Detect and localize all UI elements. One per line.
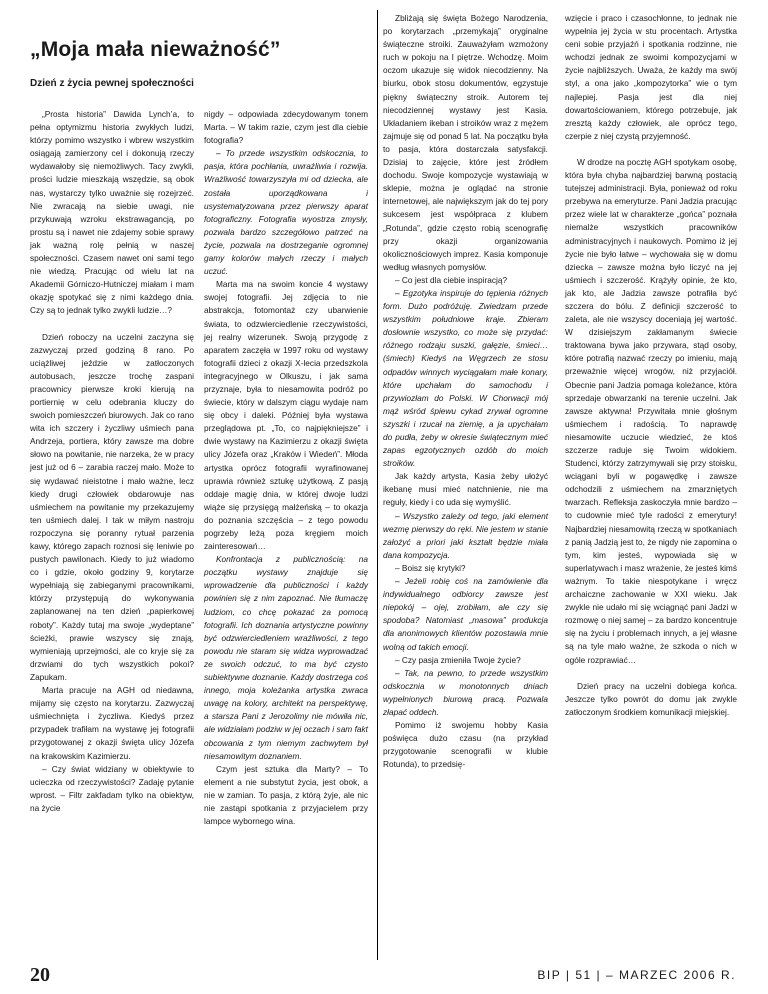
text-column-4	[565, 12, 737, 719]
paragraph: – Wszystko zależy od tego, jaki element wezmę pierwszy do ręki. Nie jestem w stanie założyć a priori jaki kształt będzie miała dana kompozycja.	[383, 510, 548, 560]
paragraph: Zbliżają się święta Bożego Narodzenia, po korytarzach „przemykają” oryginalne świąteczne stroiki. Zauważyłam wzmożony ruch w pokoju na I piętrze. Wchodzę. Moim oczom ukazuje się widok niecodzienny. Na biurku, obok stosu dokumentów, egzystuje piękny świąteczny stroik. Autorem tej niecodziennej wystawy jest Kasia. Układaniem ikeban i stroików wraz z mężem zajmuje się od ponad 5 lat. Na początku była to pasja, która dostarczała satysfakcji. Dzisiaj to zajęcie, które jest źródłem dochodu. Swoje kompozycje wystawiają w sklepie, można je oglądać na stronie internetowej, ale największym jak do tej pory sukcesem jest współpraca z klubem „Rotunda”, gdzie często robią scenografię przy okazji organizowania okolicznościowych imprez. Kasia komponuje według własnych pomysłów.	[383, 13, 548, 272]
paragraph: – Boisz się krytyki?	[395, 562, 466, 573]
text-column-2	[204, 108, 368, 828]
paragraph: – Czy świat widziany w obiektywie to ucieczka od rzeczywistości? Zadaję pytanie wprost. – Filtr zakfadam tylko na obiektyw, na życie	[30, 763, 194, 813]
paragraph: Marta ma na swoim koncie 4 wystawy swojej fotografii. Jej zdjęcia to nie abstrakcja, fotomontaż czy ubarwienie świata, to odzwierciedlenie rzeczywistości, jej realny wizerunek. Swoją przygodę z aparatem zaczęła w 1997 roku od wystawy fotografii dzieci z okazji X-lecia przedszkola integracyjnego w Olkuszu, i jak sama przyznaje, była to niesamowita podróż po świecie, który w dalszym ciągu wydaje nam się obcy i daleki. Później była wystawa przeglądowa pt. „To, co najpiękniejsze” i dwie wystawy na Kazimierzu z okazji święta ulicy Józefa oraz „Kraków i Wiedeń”. Młoda artystka oprócz fotografii wyrafinowanej uprawia również sztukę użytkową. Z pasją oddaje magię dnia, w której dwoje ludzi wiąże się przysięgą małżeńską – to okazja do poznania szczęścia – z tego powodu pogrzeby leżą poza kręgiem moich zainteresowań…	[204, 279, 368, 552]
column-divider	[377, 10, 378, 960]
paragraph: – Tak, na pewno, to przede wszystkim odskocznia w monotonnych dniach wypełnionych biurową pracą. Pozwala złapać oddech.	[383, 667, 548, 717]
paragraph: – Czy pasja zmieniła Twoje życie?	[395, 654, 521, 665]
text-column-3	[383, 12, 548, 771]
paragraph: Dzień roboczy na uczelni zaczyna się zazwyczaj przed godziną 8 rano. Po uciążliwej jeździe w zatłoczonych autobusach, jeszcze trochę zaspani pracownicy pierwsze kroki kierują na portiernię w celu odebrania kluczy do swoich pomieszczeń biurowych. Jak co rano wita ich szczery i życzliwy uśmiech pana Andrzeja, portiera, który zawsze ma dobre słowo na powitanie, nie narzeka, że w pracy jest już od 6 – zarabia raczej mało. Może to się wydawać nieistotne i mało ważne, lecz kiedy drugi człowiek obdarowuje nas uśmiechem na powitanie my przekazujemy ten uśmiech dalej. I tak w miłym nastroju rozpoczyna się poranny rytuał parzenia kawy, którego zapach roznosi się leniwie po pustych pawilonach. Kiedy to już wiadomo co i gdzie, około godziny 9, korytarze wypełniają się zabieganymi pracownikami, którzy przystępują do wykonywania zaplanowanej na ten dzień „papierkowej roboty”. Każdy tutaj ma swoje „wydeptane” ścieżki, prawie wszyscy się znają, wymieniają uprzejmości, ale co kryje się za drzwiami do tych wszystkich pokoi? Zapukam.	[30, 331, 194, 682]
paragraph: – To przede wszystkim odskocznia, to pasja, która pochłania, uwrażliwia i rozwija. Wrażliwość towarzyszyła mi od dziecka, ale została uporządkowana i usystematyzowana przez pierwszy aparat fotograficzny. Fotografia wyostrza zmysły, pozwala bardzo szczegółowo patrzeć na życie, pozwala na dostrzeganie ogromnej gamy kolorów małych rzeczy i małych uczuć.	[204, 148, 368, 277]
paragraph: „Prosta historia” Dawida Lynch’a, to pełna optymizmu historia zwykłych ludzi, którzy pomimo wszystko i wbrew wszystkim osiągają zamierzony cel i dokonują rzeczy wydawałoby się niemożliwych. Tacy zwykli, prości ludzie mieszkają wszędzie, są obok nas, wystarczy tylko uważnie się rozejrzeć. Nie zwracają na siebie uwagi, nie przykuwają wzroku ekstrawagancją, po prostu są i nawet nie zdajemy sobie sprawy jak ważną rolę pełnią w naszej społeczności. Czasem nawet oni sami tego nie wiedzą. Pracując od wielu lat na Akademii Górniczo-Hutniczej miałam i mam okazję spotykać się z nimi każdego dnia. Czy są to jednak tylko zwykli ludzie…?	[30, 109, 194, 316]
issue-footer: BIP | 51 | – MARZEC 2006 R.	[537, 968, 736, 982]
paragraph: Dzień pracy na uczelni dobiega końca. Jeszcze tylko powrót do domu jak zwykle zatłoczonym środkiem komunikacji miejskiej.	[565, 680, 737, 717]
paragraph: Pomimo iż swojemu hobby Kasia poświęca dużo czasu (na przykład przygotowanie scenografii w klubie Rotunda), to przedsię-	[383, 720, 548, 770]
article-subtitle: Dzień z życia pewnej społeczności	[30, 78, 194, 89]
paragraph: – Jeżeli robię coś na zamówienie dla indywidualnego odbiorcy zawsze jest niepokój – ojej, zrobiłam, ale czy się spodoba? Natomiast „masowa” produkcja dla anonimowych klientów pozostawia mnie wolną od takich emocji.	[383, 576, 548, 652]
paragraph: Czym jest sztuka dla Marty? – To element a nie substytut życia, jest obok, a nie w zamian. To pasja, z którą żyje, ale nic nie zastąpi spotkania z przyjacielem przy lampce wybornego wina.	[204, 763, 368, 827]
page-number: 20	[30, 964, 50, 986]
article-title: „Moja mała nieważność”	[30, 38, 281, 61]
paragraph: – Egzotyka inspiruje do tępienia różnych form. Dużo podróżuję. Zwiedzam przede wszystkim południowe kraje. Zbieram dosłownie wszystko, co może się przydać: różnego rodzaju suszki, gałęzie, śmieci… (śmiech) Kiedyś na Węgrzech ze stosu odpadów winnych wyciągałam małe konary, które upchałam do samochodu i przywiozłam do Polski. W Chorwacji mój mąż wśród śpiewu cykad zrywał ogromne szyszki i rzucał na ziemię, a ja upychałam do pudła, żeby w okresie świątecznym mieć zapas egzotycznych ozdób do moich stroików.	[383, 287, 548, 469]
paragraph: Jak każdy artysta, Kasia żeby ułożyć ikebanę musi mieć natchnienie, nie ma reguły, kiedy i co uda się wymyślić.	[383, 471, 548, 508]
paragraph: wzięcie i praco i czasochłonne, to jednak nie wypełnia jej życia w stu procentach. Artystka ceni sobie przyjaźń i spotkania rodzinne, nie wchodzi jednak ze swoimi kompozycjami w życie najbliższych. Uważa, że każdy ma swój styl, a ona jako „kompozytorka” wie o tym najlepiej. Pasja jest dla niej dowartościowaniem, którego potrzebuje, jak zresztą każdy człowiek, ale oprócz tego, czerpie z niej czystą przyjemność.	[565, 13, 737, 141]
paragraph: W drodze na pocztę AGH spotykam osobę, która była chyba najbardziej barwną postacią tutejszej administracji. Była, ponieważ od roku przebywa na emeryturze. Pani Jadzia pracując przez wiele lat w charakterze „gońca” poznała niemalże wszystkich pracowników administracyjnych i naukowych. Pomimo iż jej życie nie było łatwe – wychowała się w domu dziecka – zawsze można było liczyć na jej uśmiech i szczerość. Krążyły opinie, że kto, jak kto, ale Jadzia zawsze potrafiła być szczera do bólu. Z definicji szczerość to zaleta, ale nie wszyscy doceniają jej wartość. W dzisiejszym zakłamanym świecie traktowana bywa jako przywara, stąd osoby, które potrafią nazwać rzeczy po imieniu, mają przeważnie więcej wrogów, niż przyjaciół. Obecnie pani Jadzia pomaga koleżance, która sprzedaje obwarzanki na terenie uczelni. Jak zawsze aktywna! Przywitała mnie głośnym uśmiechem i radością. To naprawdę niesamowite uczucie wiedzieć, że ktoś szczerze raduje się Twoim widokiem. Studenci, którzy zatrzymywali się przy stoisku, wciągani byli w pogawędkę i zawsze odchodzili z uśmiechem na zmarzniętych twarzach. Refleksja zaskoczyła mnie bardzo – to cudownie mieć tyle radości z emerytury! Najbardziej niesamowitą rzeczą w spotkaniach z panią Jadzią jest to, że nigdy nie zapomina o tym, kim jesteś, wypowiada się w superlatywach i masz wrażenie, że jesteś kimś ważnym. To takie niespotykane i wręcz archaiczne zachowanie w XXI wieku. Jak zwykle nie udało mi się wciągnąć pani Jadzi w rozmowę o niej samej – za bardzo koncentruje się na życiu i problemach innych, a jej własne są na tyle mało ważne, że szkoda o nich w ogóle rozprawiać…	[565, 156, 738, 665]
paragraph: Konfrontacja z publicznością: na początku wystawy znajduje się wprowadzenie dla publiczności i każdy powinien się z nim zapoznać. Nie tłumaczę ludziom, co chcę pokazać za pomocą fotografii. Ich doznania artystyczne powinny być odzwierciedleniem wrażliwości, z tego powodu nie staram się widza wyprowadzać ze swoich odczuć, to ma być czysto subiektywne doznanie. Każdy dostrzega coś innego, moja koleżanka artystka zwraca uwagę na kolory, architekt na perspektywę, a starsza Pani z Jerozolimy nie mówiła nic, ale widziałam podziw w jej oczach i sam fakt obcowania z tym niemym zachwytem był niesamowitym doznaniem.	[204, 554, 368, 761]
paragraph: nigdy – odpowiada zdecydowanym tonem Marta. – W takim razie, czym jest dla ciebie fotografia?	[204, 109, 368, 146]
paragraph: – Co jest dla ciebie inspiracją?	[395, 274, 508, 285]
text-column-1	[30, 108, 194, 815]
paragraph: Marta pracuje na AGH od niedawna, mijamy się często na korytarzu. Zazwyczaj uśmiechnięta i życzliwa. Kiedyś przez przypadek trafiłam na wystawę jej fotografii przygotowanej z okazji święta ulicy Józefa na krakowskim Kazimierzu.	[30, 685, 194, 761]
